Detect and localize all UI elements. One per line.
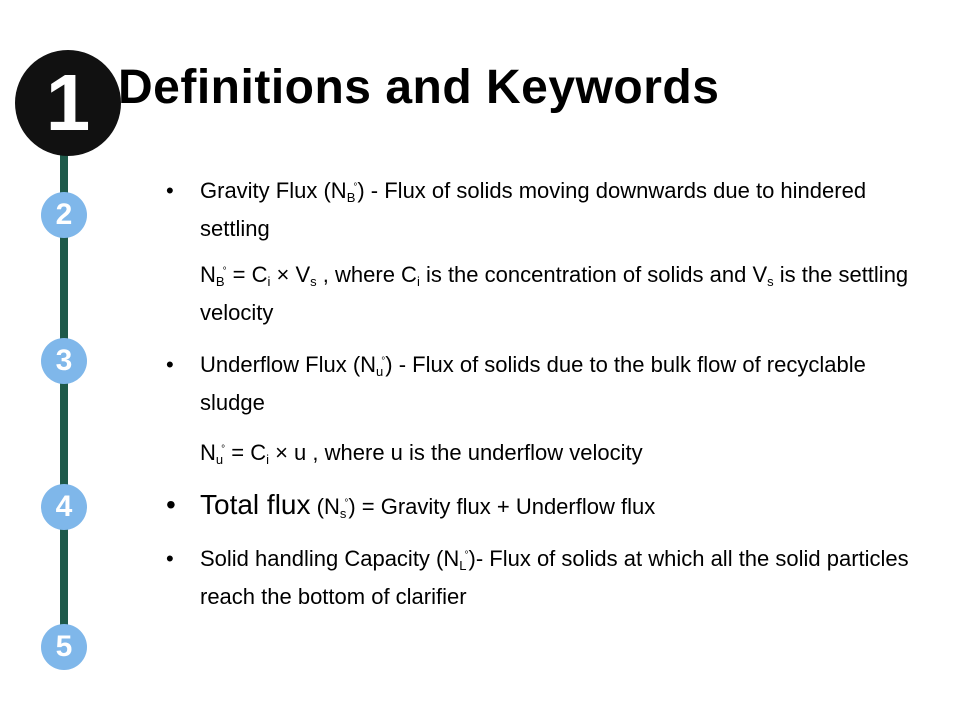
bullet: •: [166, 178, 174, 203]
step-1-badge[interactable]: 1: [15, 50, 121, 156]
gravity-flux-definition: • Gravity Flux $(N_B^\circ)$ - Flux of solids moving downwards due to hindered settling: [160, 172, 920, 248]
total-flux-definition: • Total flux $(N_s^\circ)$ = Gravity flux + Underflow flux: [160, 486, 920, 526]
gravity-flux-formula: $N_B^\circ = C_i \times V_s$ , where $C_i$ is the concentration of solids and $V_s$ is the settling velocity: [200, 262, 909, 325]
underflow-flux-formula: $N_u^\circ = C_i \times u$ , where u is the underflow velocity: [200, 440, 643, 467]
step-3-badge[interactable]: 3: [41, 338, 87, 384]
bullet: •: [166, 489, 176, 520]
definitions-list: [160, 172, 920, 616]
underflow-flux-definition: • Underflow Flux $(N_u^\circ)$ - Flux of solids due to the bulk flow of recyclable sludge: [160, 346, 920, 422]
bullet: •: [166, 546, 174, 571]
step-2-badge[interactable]: 2: [41, 192, 87, 238]
solid-handling-capacity-definition: • Solid handling Capacity $(N_L^\circ)-$ Flux of solids at which all the solid particles reach the bottom of clarifier: [160, 540, 920, 616]
step-4-badge[interactable]: 4: [41, 484, 87, 530]
step-5-badge[interactable]: 5: [41, 624, 87, 670]
page-title: Definitions and Keywords: [118, 61, 720, 114]
bullet: •: [166, 352, 174, 377]
